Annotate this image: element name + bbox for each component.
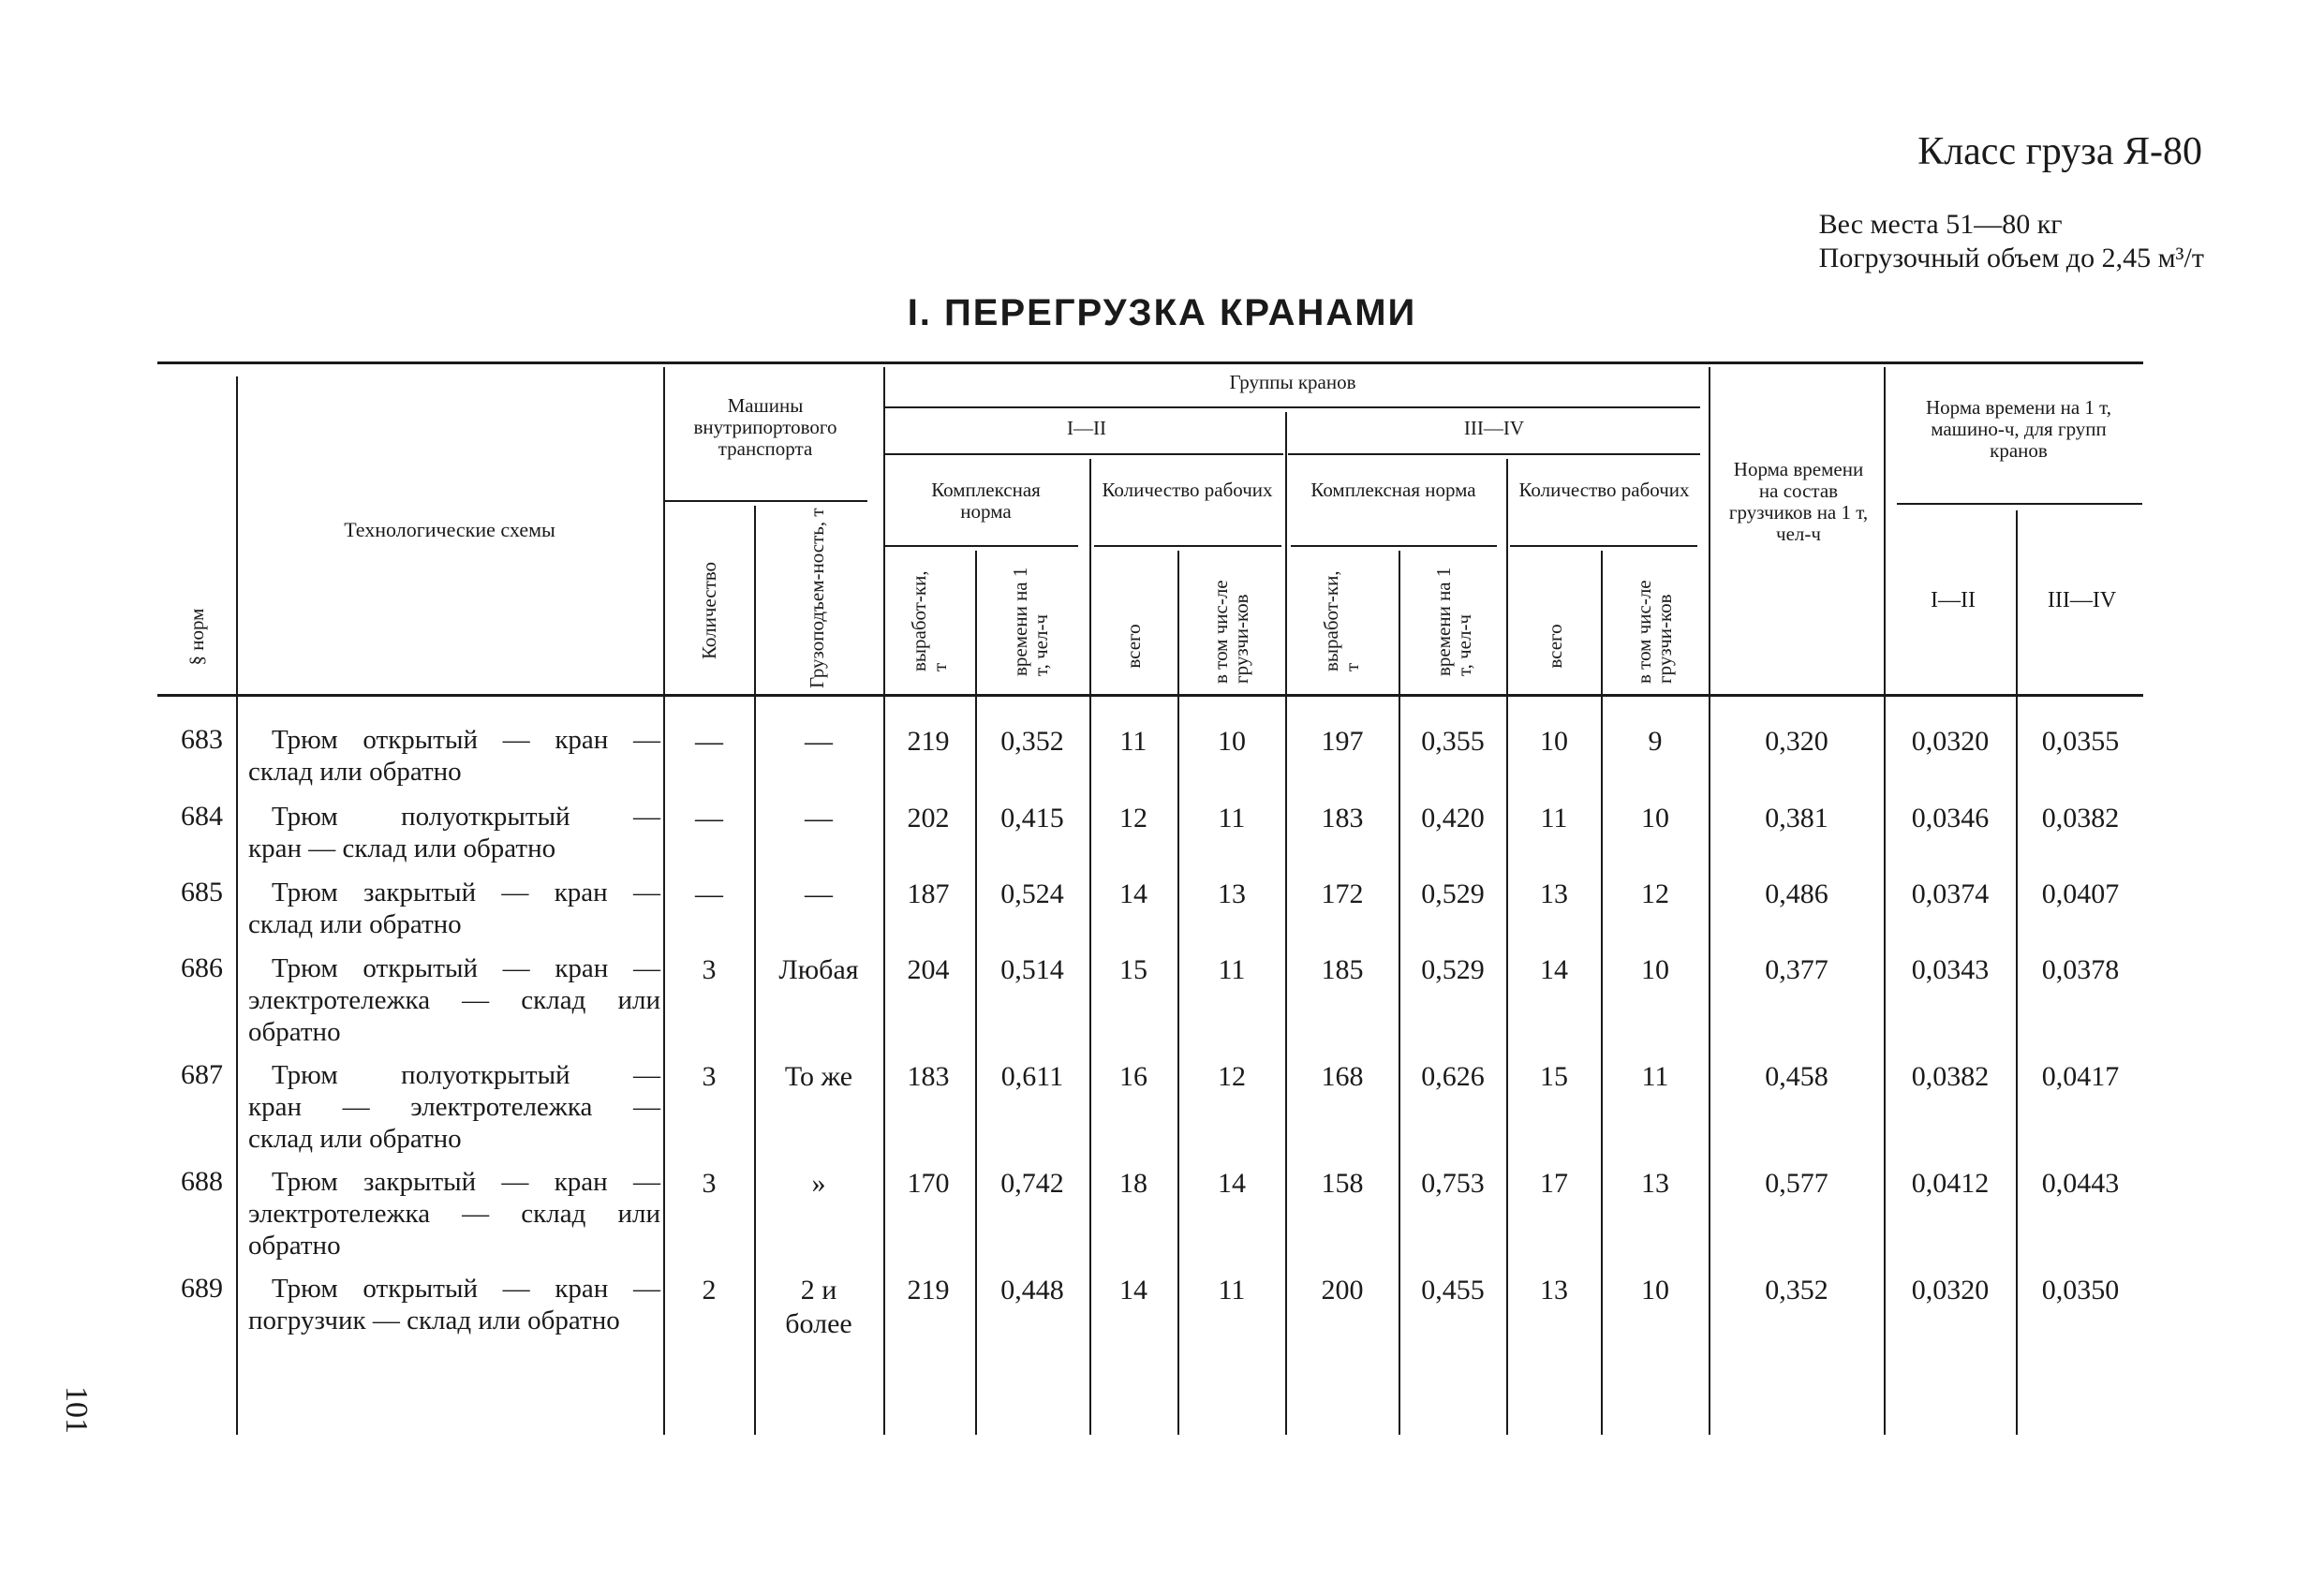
cell-a1: 219	[907, 1275, 950, 1305]
col-divider	[1709, 367, 1710, 1435]
crane-groups-header: Группы кранов	[1229, 371, 1356, 393]
cell-m1: 0,0374	[1911, 878, 1990, 909]
cell-m1: 0,0382	[1911, 1061, 1990, 1092]
cell-b4: 11	[1641, 1061, 1669, 1092]
cell-a1: 183	[907, 1061, 950, 1092]
cell-c: —	[805, 726, 833, 757]
cell-n1: 0,486	[1765, 878, 1828, 909]
norm-number: 685	[181, 877, 223, 907]
cell-n1: 0,458	[1765, 1061, 1828, 1092]
col-divider	[975, 551, 977, 1435]
complex-norm-12-header: Комплексная норма	[931, 479, 1041, 523]
cell-q: —	[695, 878, 723, 909]
col-divider	[1285, 412, 1287, 1435]
cell-m1: 0,0346	[1911, 803, 1990, 833]
col-divider	[1399, 551, 1400, 1435]
col-divider	[1506, 459, 1508, 1435]
norm-number: 684	[181, 801, 223, 832]
cell-a2: 0,742	[1000, 1168, 1064, 1199]
cell-a3: 14	[1119, 878, 1147, 909]
page-number: 101	[59, 1386, 94, 1434]
cell-a3: 18	[1119, 1168, 1147, 1199]
cell-a1: 204	[907, 954, 950, 985]
cell-q: 3	[702, 1061, 717, 1092]
scheme-text: Трюм закрытый — кран —	[272, 1167, 660, 1197]
cell-a2: 0,524	[1000, 878, 1064, 909]
cell-b2: 0,626	[1421, 1061, 1485, 1092]
cell-n1: 0,577	[1765, 1168, 1828, 1199]
complex-norm-34-header: Комплексная норма	[1310, 479, 1476, 501]
col-divider	[754, 506, 756, 1435]
cell-a3: 11	[1119, 726, 1147, 757]
cargo-meta	[1819, 208, 2204, 275]
incl-12-header: в том чис-ле грузчи-ков	[1209, 580, 1252, 684]
cell-m1: 0,0343	[1911, 954, 1990, 985]
cell-n1: 0,320	[1765, 726, 1828, 757]
incl-34-header: в том чис-ле грузчи-ков	[1633, 580, 1676, 684]
cell-a1: 219	[907, 726, 950, 757]
cell-a4: 14	[1218, 1168, 1246, 1199]
scheme-text: Трюм полуоткрытый —	[272, 802, 660, 832]
cell-b2: 0,455	[1421, 1275, 1485, 1305]
scheme-text: погрузчик — склад или обратно	[248, 1305, 620, 1335]
cell-b4: 9	[1648, 726, 1663, 757]
scheme-text: кран — склад или обратно	[248, 833, 556, 863]
workers-34-header: Количество рабочих	[1518, 479, 1690, 501]
cell-a1: 170	[907, 1168, 950, 1199]
time-34-header: времени на 1 т, чел-ч	[1432, 567, 1475, 676]
cell-q: —	[695, 726, 723, 757]
machines-header: Машины внутрипортового транспорта	[693, 394, 837, 460]
cell-c: То же	[784, 1061, 853, 1092]
cell-n1: 0,377	[1765, 954, 1828, 985]
scheme-text: Трюм полуоткрытый —	[272, 1060, 660, 1090]
table-top-rule	[157, 361, 2143, 364]
cell-a3: 15	[1119, 954, 1147, 985]
weight-line: Вес места 51—80 кг	[1818, 209, 2063, 240]
workers-12-header: Количество рабочих	[1102, 479, 1273, 501]
cell-a2: 0,448	[1000, 1275, 1064, 1305]
cell-a1: 187	[907, 878, 950, 909]
cell-b3: 13	[1540, 878, 1568, 909]
cell-c2: более	[785, 1308, 852, 1339]
g12-sub-rule	[885, 453, 1283, 455]
cell-b1: 158	[1321, 1168, 1364, 1199]
cell-a3: 14	[1119, 1275, 1147, 1305]
cell-b1: 172	[1321, 878, 1364, 909]
cell-b4: 10	[1641, 803, 1669, 833]
cell-n1: 0,352	[1765, 1275, 1828, 1305]
cell-a3: 16	[1119, 1061, 1147, 1092]
scheme-text: кран — электротележка —	[248, 1092, 660, 1122]
norm-number: 688	[181, 1166, 223, 1197]
cell-q: 2	[702, 1275, 717, 1305]
scheme-text: Трюм открытый — кран —	[272, 1274, 660, 1304]
cell-b1: 185	[1321, 954, 1364, 985]
cell-a1: 202	[907, 803, 950, 833]
scheme-text: Трюм закрытый — кран —	[272, 878, 660, 907]
cell-b4: 13	[1641, 1168, 1669, 1199]
norm-number: 683	[181, 724, 223, 755]
cell-m1: 0,0320	[1911, 726, 1990, 757]
time-12-header: времени на 1 т, чел-ч	[1009, 567, 1052, 676]
scheme-text: Трюм открытый — кран —	[272, 953, 660, 983]
cell-a4: 11	[1218, 954, 1246, 985]
g34-header: III—IV	[1463, 417, 1525, 439]
machines-sub-rule	[663, 500, 867, 502]
cell-a4: 11	[1218, 803, 1246, 833]
cell-b3: 13	[1540, 1275, 1568, 1305]
cell-a2: 0,352	[1000, 726, 1064, 757]
cell-n1: 0,381	[1765, 803, 1828, 833]
cell-b1: 168	[1321, 1061, 1364, 1092]
scheme-text: склад или обратно	[248, 1124, 462, 1154]
col-divider	[236, 376, 238, 1435]
cell-b1: 183	[1321, 803, 1364, 833]
cell-b2: 0,753	[1421, 1168, 1485, 1199]
schemes-header: Технологические схемы	[344, 518, 555, 541]
cell-m2: 0,0355	[2041, 726, 2120, 757]
cell-a2: 0,514	[1000, 954, 1064, 985]
machine-norm-header: Норма времени на 1 т, машино-ч, для групп кранов	[1925, 396, 2112, 462]
cell-c: —	[805, 878, 833, 909]
col-divider	[1601, 551, 1603, 1435]
cell-a3: 12	[1119, 803, 1147, 833]
cell-a4: 10	[1218, 726, 1246, 757]
g34-sub-rule	[1288, 453, 1700, 455]
cell-b2: 0,420	[1421, 803, 1485, 833]
cell-a2: 0,415	[1000, 803, 1064, 833]
cell-b2: 0,529	[1421, 878, 1485, 909]
cell-b3: 11	[1540, 803, 1568, 833]
capacity-header: Грузоподъем-ность, т	[806, 508, 828, 688]
cell-m1: 0,0320	[1911, 1275, 1990, 1305]
machine-norm-sub-rule	[1897, 503, 2142, 505]
cell-b3: 15	[1540, 1061, 1568, 1092]
volume-line: Погрузочный объем до 2,45 м³/т	[1818, 243, 2204, 273]
total-34-header: всего	[1544, 624, 1566, 669]
cell-b2: 0,355	[1421, 726, 1485, 757]
output-34-header: выработ-ки, т	[1320, 570, 1363, 671]
cell-b1: 200	[1321, 1275, 1364, 1305]
complex12-sub-rule	[885, 545, 1078, 547]
scheme-text: склад или обратно	[248, 909, 462, 939]
cell-c: 2 и	[800, 1275, 837, 1305]
cell-m2: 0,0443	[2041, 1168, 2120, 1199]
cell-a4: 13	[1218, 878, 1246, 909]
cell-c: Любая	[778, 954, 859, 985]
cell-b2: 0,529	[1421, 954, 1485, 985]
scheme-text: обратно	[248, 1017, 341, 1047]
header-bottom-rule	[157, 694, 2143, 697]
cell-b3: 14	[1540, 954, 1568, 985]
qty-header: Количество	[698, 561, 720, 660]
cell-q: —	[695, 803, 723, 833]
norm-no-header: § норм	[185, 608, 208, 666]
scheme-text: электротележка — склад или	[248, 1199, 660, 1229]
cell-m1: 0,0412	[1911, 1168, 1990, 1199]
col-divider	[663, 367, 665, 1435]
workers34-sub-rule	[1510, 545, 1697, 547]
cell-b4: 10	[1641, 954, 1669, 985]
groups-sub-rule	[885, 406, 1700, 408]
machine-g34-header: III—IV	[2047, 588, 2117, 612]
cell-q: 3	[702, 1168, 717, 1199]
cell-m2: 0,0350	[2041, 1275, 2120, 1305]
output-12-header: выработ-ки, т	[908, 570, 951, 671]
g12-header: I—II	[1067, 417, 1106, 439]
norm-number: 689	[181, 1273, 223, 1304]
crew-norm-header: Норма времени на состав грузчиков на 1 т, чел-ч	[1728, 458, 1869, 545]
scheme-text: Трюм открытый — кран —	[272, 725, 660, 755]
scheme-text: электротележка — склад или	[248, 985, 660, 1015]
col-divider	[1884, 367, 1886, 1435]
cargo-class-title: Класс груза Я-80	[1917, 130, 2202, 173]
total-12-header: всего	[1122, 624, 1145, 669]
col-divider	[1177, 551, 1179, 1435]
cell-c: »	[811, 1168, 826, 1199]
cell-m2: 0,0378	[2041, 954, 2120, 985]
complex34-sub-rule	[1291, 545, 1497, 547]
cell-b3: 17	[1540, 1168, 1568, 1199]
norm-number: 687	[181, 1059, 223, 1090]
machine-g12-header: I—II	[1931, 588, 1976, 612]
col-divider	[2016, 510, 2018, 1435]
workers12-sub-rule	[1094, 545, 1281, 547]
cell-a4: 12	[1218, 1061, 1246, 1092]
cell-b4: 12	[1641, 878, 1669, 909]
cell-a2: 0,611	[1000, 1061, 1064, 1092]
cell-m2: 0,0407	[2041, 878, 2120, 909]
cell-m2: 0,0382	[2041, 803, 2120, 833]
cell-b4: 10	[1641, 1275, 1669, 1305]
cell-c: —	[805, 803, 833, 833]
cell-q: 3	[702, 954, 717, 985]
scheme-text: обратно	[248, 1231, 341, 1261]
cell-b3: 10	[1540, 726, 1568, 757]
cell-b1: 197	[1321, 726, 1364, 757]
section-title: I. ПЕРЕГРУЗКА КРАНАМИ	[907, 292, 1417, 333]
cell-a4: 11	[1218, 1275, 1246, 1305]
cell-m2: 0,0417	[2041, 1061, 2120, 1092]
norm-number: 686	[181, 952, 223, 983]
scheme-text: склад или обратно	[248, 757, 462, 787]
